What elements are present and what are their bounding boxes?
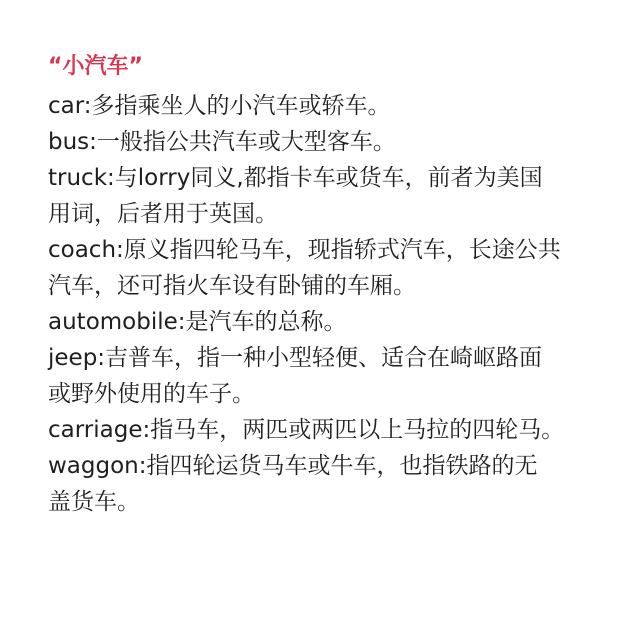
entry-bus: bus:一般指公共汽车或大型客车。 bbox=[48, 129, 396, 155]
entry-waggon: waggon:指四轮运货马车或牛车，也指铁路的无 bbox=[48, 453, 538, 479]
entry-truck-continued: 用词，后者用于英国。 bbox=[48, 201, 278, 227]
entry-jeep: jeep:吉普车，指一种小型轻便、适合在崎岖路面 bbox=[48, 345, 543, 371]
entry-automobile: automobile:是汽车的总称。 bbox=[48, 309, 347, 335]
entry-truck: truck:与lorry同义,都指卡车或货车，前者为美国 bbox=[48, 165, 543, 191]
entry-coach-continued: 汽车，还可指火车设有卧铺的车厢。 bbox=[48, 273, 416, 299]
entry-coach: coach:原义指四轮马车，现指轿式汽车，长途公共 bbox=[48, 237, 561, 263]
entry-car: car:多指乘坐人的小汽车或轿车。 bbox=[48, 93, 391, 119]
vocabulary-note bbox=[48, 50, 628, 520]
section-heading: “小汽车” bbox=[48, 54, 143, 79]
entry-waggon-continued: 盖货车。 bbox=[48, 489, 140, 515]
entry-jeep-continued: 或野外使用的车子。 bbox=[48, 381, 255, 407]
entry-carriage: carriage:指马车，两匹或两匹以上马拉的四轮马。 bbox=[48, 417, 565, 443]
